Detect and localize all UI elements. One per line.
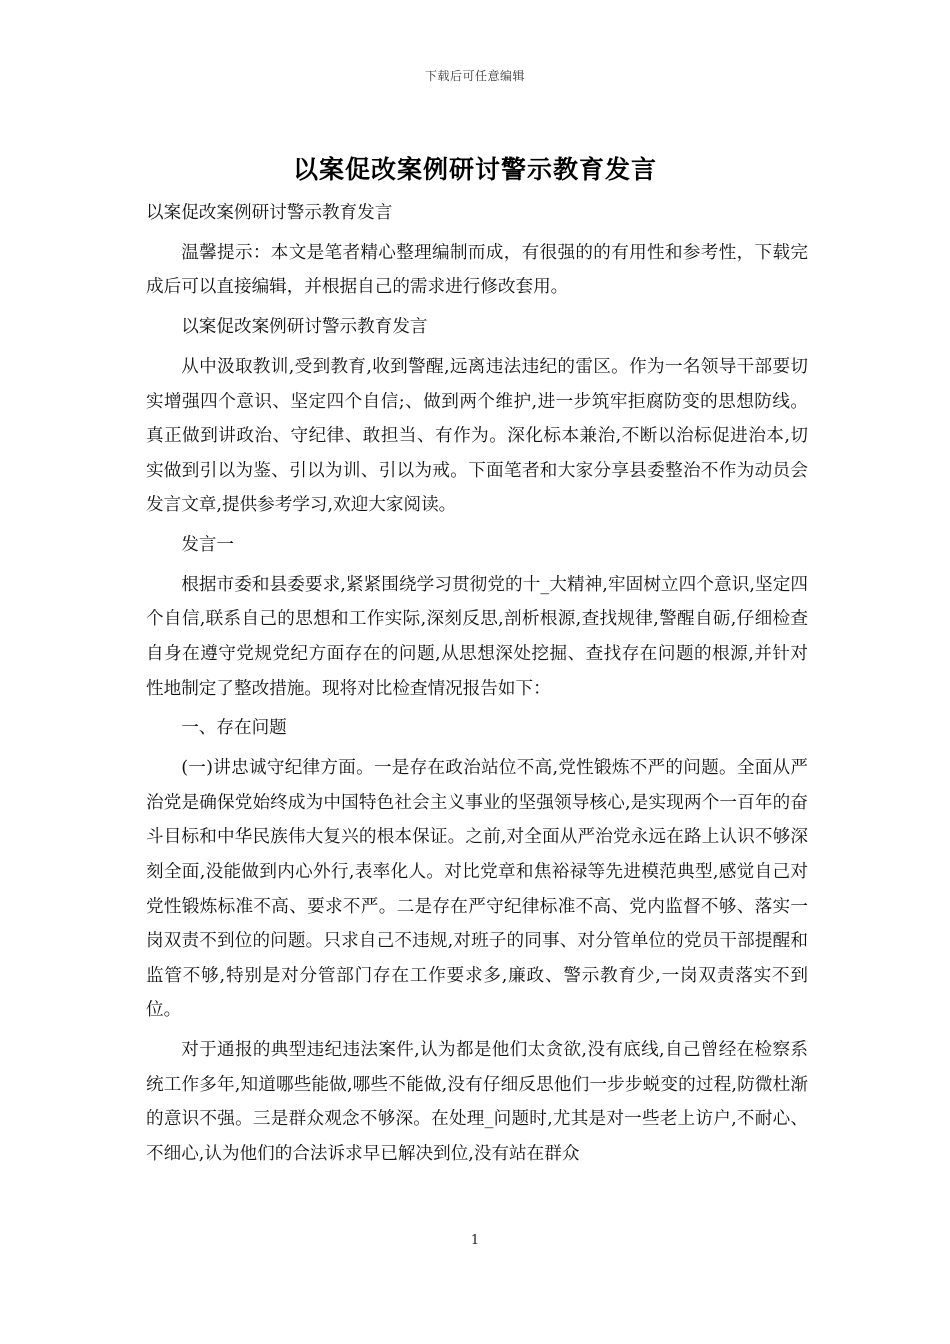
- document-title: 以案促改案例研讨警示教育发言: [292, 155, 657, 184]
- page-number: 1: [470, 1233, 480, 1248]
- body-paragraph: 根据市委和县委要求,紧紧围绕学习贯彻党的十_大精神,牢固树立四个意识,坚定四个自信,联系自己的思想和工作实际,深刻反思,剖析根源,查找规律,警醒自砺,仔细检查自身在遵守党规党纪方面存在的问题,从思想深处挖掘、查找存在问题的根源,并针对性地制定了整改措施。现将对比检查情况报告如下：: [146, 574, 808, 699]
- body-paragraph: 从中汲取教训,受到教育,收到警醒,远离违法违纪的雷区。作为一名领导干部要切实增强四个意识、坚定四个自信;、做到两个维护,进一步筑牢拒腐防变的思想防线。真正做到讲政治、守纪律、敢担当、有作为。深化标本兼治,不断以治标促进治本,切实做到引以为鉴、引以为训、引以为戒。下面笔者和大家分享县委整治不作为动员会发言文章,提供参考学习,欢迎大家阅读。: [146, 356, 808, 516]
- header-note: 下载后可任意编辑: [424, 69, 525, 83]
- speech-heading: 发言一: [181, 535, 234, 556]
- section-heading: 以案促改案例研讨警示教育发言: [181, 317, 428, 338]
- subtitle-paragraph: 以案促改案例研讨警示教育发言: [146, 203, 393, 223]
- tip-paragraph: 温馨提示：本文是笔者精心整理编制而成，有很强的的有用性和参考性，下载完成后可以直接编辑，并根据自己的需求进行修改套用。: [146, 242, 808, 298]
- section-heading: 一、存在问题: [181, 718, 287, 739]
- body-paragraph: (一)讲忠诚守纪律方面。一是存在政治站位不高,党性锻炼不严的问题。全面从严治党是确保党始终成为中国特色社会主义事业的坚强领导核心,是实现两个一百年的奋斗目标和中华民族伟大复兴的根本保证。之前,对全面从严治党永远在路上认识不够深刻全面,没能做到内心外行,表率化人。对比党章和焦裕禄等先进模范典型,感觉自己对党性锻炼标准不高、要求不严。二是存在严守纪律标准不高、党内监督不够、落实一岗双责不到位的问题。只求自己不违规,对班子的同事、对分管单位的党员干部提醒和监管不够,特别是对分管部门存在工作要求多,廉政、警示教育少,一岗双责落实不到位。: [146, 758, 808, 1021]
- body-paragraph: 对于通报的典型违纪违法案件,认为都是他们太贪欲,没有底线,自己曾经在检察系统工作多年,知道哪些能做,哪些不能做,没有仔细反思他们一步步蜕变的过程,防微杜渐的意识不强。三是群众观念不够深。在处理_问题时,尤其是对一些老上访户,不耐心、不细心,认为他们的合法诉求早已解决到位,没有站在群众: [146, 1040, 808, 1164]
- document-body: [146, 196, 808, 1177]
